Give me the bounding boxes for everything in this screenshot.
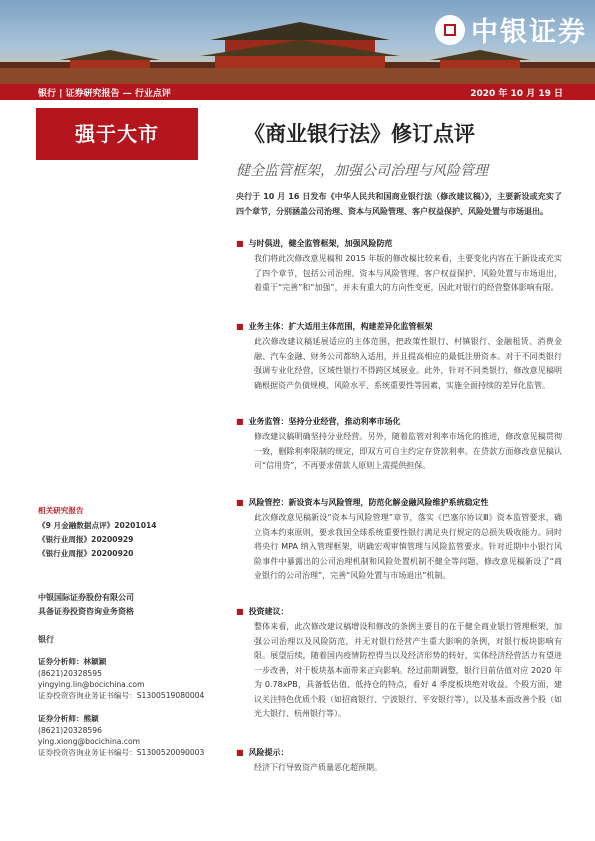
analyst1-title: 证券分析师：林颖颖 <box>38 657 107 666</box>
section-body-3: 修改建议稿明确坚持分业经营。另外，随着监管对利率市场化的推进，修改意见稿贯彻一致，删除利率限制的规定，即双方可自主约定存贷款利率。在贷款方面修改意见稿认可“信用贷”，不再要求借款人原则上需提供担保。 <box>254 432 562 470</box>
rating-title: 强于大市 <box>36 108 198 160</box>
related-heading: 相关研究报告 <box>38 506 84 515</box>
analyst1-cert: 证券投资咨询业务证书编号：S1300519080004 <box>38 691 205 700</box>
section-heading-3: ■ 业务监管：坚持分业经营，推动利率市场化 <box>236 416 401 427</box>
section-body-4: 此次修改意见稿新设“资本与风险管理”章节，落实《巴塞尔协议Ⅲ》资本监管要求，确立资本约束原则，要求我国全球系统重要性银行满足央行规定的总损失吸收能力。同时将央行 MPA 纳入管理框架，明确宏观审慎管理与风险监管要求。针对近期中小银行风险事件中暴露出的公司治理机制和风险处置机制不健全等问题，修改意见稿新设了“商业银行的公司治理”，完善“风险处置与市场退出”机制。 <box>254 513 562 580</box>
section-body-5: 整体来看，此次修改建议稿增设和修改的条例主要目的在于健全商业银行管理框架，加强公司治理以及风险防范，并无对银行经营产生重大影响的条例，对银行板块影响有限。展望后续，随着国内疫情防控得当以及经济形势的转好，实体经济经营活力有望进一步改善，对于板块基本面带来正向影响。经过前期调整，银行目前估值对应 2020 年为 0.78xPB，具备低估值、低持仓的特点，看好 4 季度板块绝对收益。个股方面，建议关注特色优质个股（如招商银行、宁波银行、平安银行等），以及基本面改善个股（如光大银行、杭州银行等）。 <box>254 622 562 718</box>
company-qualification: 具备证券投资咨询业务资格 <box>38 607 134 616</box>
logo-text: 中银证券 <box>471 17 587 48</box>
sector-label: 银行 <box>38 635 54 644</box>
analyst1-phone: (8621)20328595 <box>38 669 102 678</box>
section-heading-6: ■ 风险提示： <box>236 747 289 758</box>
header-red-bar <box>0 84 595 100</box>
section-body-6: 经济下行导致资产质量恶化超预期。 <box>254 763 382 772</box>
related-report-2: 《银行业周报》20200929 <box>38 535 134 544</box>
report-date: 2020 年 10 月 19 日 <box>470 89 563 99</box>
section-heading-4: ■ 风险管控：新设资本与风险管理，防范化解金融风险维护系统稳定性 <box>236 497 489 508</box>
logo <box>435 10 587 49</box>
related-report-1: 《9 月金融数据点评》20201014 <box>38 521 157 530</box>
header-banner <box>0 0 595 84</box>
boc-logo-icon <box>435 15 465 45</box>
analyst2-cert: 证券投资咨询业务证书编号：S1300520090003 <box>38 748 205 757</box>
section-body-2: 此次修改建议稿延展适应的主体范围，把政策性银行、村镇银行、金融租赁、消费金融、汽车金融、财务公司都纳入适用，并且提高相应的最低注册资本。对于不同类银行强调专业化经营，区域性银行不得跨区域展业。此外，针对不同类银行，修改意见稿明确根据资产负债规模、风险水平、系统重要性等因素，实施全面持续的差异化监管。 <box>254 337 562 390</box>
report-subtitle: 健全监管框架，加强公司治理与风险管理 <box>236 163 488 179</box>
section-heading-1: ■ 与时俱进，健全监管框架，加强风险防范 <box>236 238 393 249</box>
analyst2-title: 证券分析师：熊颖 <box>38 714 99 723</box>
section-heading-2: ■ 业务主体：扩大适用主体范围，构建差异化监管框架 <box>236 321 433 332</box>
section-heading-5: ■ 投资建议： <box>236 606 289 617</box>
company-name: 中银国际证券股份有限公司 <box>38 593 134 602</box>
analyst1-email[interactable]: yingying.lin@bocichina.com <box>38 680 145 689</box>
report-title: 《商业银行法》修订点评 <box>244 122 475 146</box>
analyst2-email[interactable]: ying.xiong@bocichina.com <box>38 737 141 746</box>
section-body-1: 我们将此次修改意见稿和 2015 年版的修改稿比较来看，主要变化内容在于新设或充实了四个章节，包括公司治理、资本与风险管理、客户权益保护、风险处置与市场退出，着重于“完善”和“加强”，并未有重大的方向性变更，因此对银行的经营整体影响有限。 <box>254 254 562 292</box>
breadcrumb: 银行 | 证券研究报告 — 行业点评 <box>38 89 171 99</box>
report-intro: 央行于 10 月 16 日发布《中华人民共和国商业银行法（修改建议稿）》，主要新设或充实了四个章节，分别涵盖公司治理、资本与风险管理、客户权益保护、风险处置与市场退出。 <box>236 192 562 216</box>
related-report-3: 《银行业周报》20200920 <box>38 549 134 558</box>
analyst2-phone: (8621)20328596 <box>38 726 102 735</box>
